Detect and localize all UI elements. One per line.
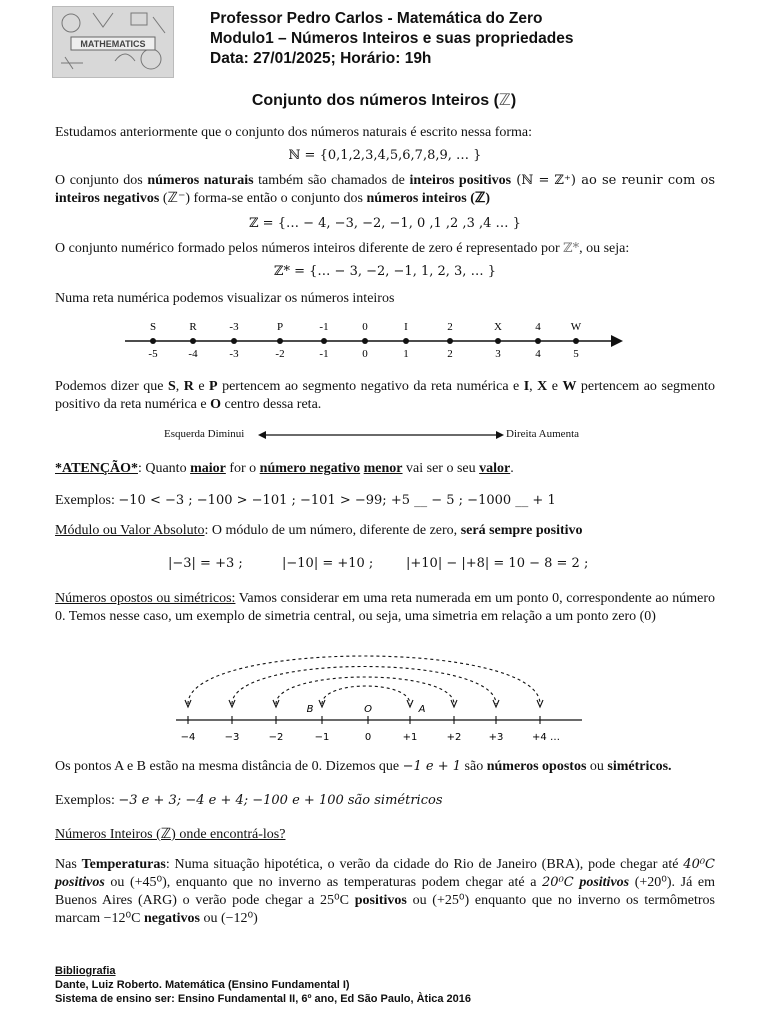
number-line-2-tick-label: +3	[488, 732, 504, 743]
number-line-1-letter: R	[189, 321, 197, 333]
header-line-3: Data: 27/01/2025; Horário: 19h	[210, 50, 432, 67]
number-line-1-letter: -1	[319, 321, 329, 333]
number-line-2-tick-label: −4	[180, 732, 196, 743]
modulo-example-3: |+10| − |+8| = 10 − 8 = 2 ;	[406, 556, 589, 571]
symmetry-arc	[232, 667, 496, 705]
number-line-2-tick-label: 0	[364, 732, 372, 743]
modulo-paragraph: Módulo ou Valor Absoluto: O módulo de um número, diferente de zero, será sempre positivo	[55, 523, 583, 538]
number-line-1-value: -2	[275, 348, 285, 360]
integers-set: ℤ = {… − 4, −3, −2, −1, 0 ,1 ,2 ,3 ,4 … }	[249, 216, 521, 231]
number-line-1-value: 5	[573, 348, 579, 360]
where-heading: Números Inteiros (ℤ) onde encontrá-los?	[55, 827, 286, 842]
number-line-1-point	[535, 338, 541, 344]
number-line-1-letter: 2	[447, 321, 453, 333]
number-line-1-point	[190, 338, 196, 344]
number-line-1-value: -3	[229, 348, 239, 360]
symmetry-arc	[276, 677, 454, 704]
temperatures-paragraph: Nas Temperaturas: Numa situação hipotética, o verão da cidade do Rio de Janeiro (BRA), pode chegar até 40⁰C positivos ou (+45⁰), enquanto que no inverno as temperaturas podem chegar até a 20⁰C positivos (+20⁰). Já em Buenos Aires (ARG) o verão pode chegar a 25⁰C positivos ou (+25⁰) enquanto que no inverno os termômetros marcam −12⁰C negativos ou (−12⁰)	[55, 857, 715, 926]
math-doodle-icon	[53, 7, 173, 77]
number-line-1-value: 4	[535, 348, 541, 360]
page-title: Conjunto dos números Inteiros (ℤ)	[251, 92, 517, 109]
number-line-2-tick-label: +1	[402, 732, 418, 743]
number-line-1-letter: 0	[362, 321, 368, 333]
intro-paragraph-3: O conjunto numérico formado pelos números inteiros diferente de zero é representado por ℤ*, ou seja:	[55, 241, 630, 256]
opostos-paragraph: Números opostos ou simétricos: Vamos considerar em uma reta numerada em um ponto 0, correspondente ao número 0. Temos nesse caso, um exemplo de simetria central, ou seja, uma simetria em relação a um ponto zero (0)	[55, 591, 716, 624]
number-line-1-value: -1	[319, 348, 329, 360]
naturals-set: ℕ = {0,1,2,3,4,5,6,7,8,9, … }	[288, 148, 482, 163]
number-line-1-value: 0	[362, 348, 368, 360]
number-line-1	[110, 316, 630, 362]
number-line-1-letter: W	[570, 321, 582, 333]
modulo-example-1: |−3| = +3 ;	[168, 556, 243, 571]
number-line-1-value: -4	[188, 348, 198, 360]
number-line-1-point	[495, 338, 501, 344]
number-line-1-value: 2	[447, 348, 453, 360]
bibliography-title: Bibliografia	[55, 965, 116, 977]
number-line-1-letter: S	[149, 321, 157, 333]
bibliography-line-1: Dante, Luiz Roberto. Matemática (Ensino Fundamental I)	[55, 979, 350, 991]
logo-image	[52, 6, 174, 78]
symmetry-arc	[322, 686, 410, 704]
direction-right-label: Direita Aumenta	[506, 428, 580, 440]
number-line-1-value: 1	[403, 348, 409, 360]
bibliography-line-2: Sistema de ensino ser: Ensino Fundamental II, 6º ano, Ed São Paulo, Àtica 2016	[55, 993, 472, 1005]
point-b-label: B	[306, 704, 314, 715]
number-line-1-letter: I	[404, 321, 408, 333]
number-line-1-letter: -3	[229, 321, 239, 333]
opposites-paragraph: Os pontos A e B estão na mesma distância de 0. Dizemos que −1 e + 1 são números opostos ou simétricos.	[55, 759, 672, 774]
attention-paragraph: *ATENÇÃO*: Quanto maior for o número negativo menor vai ser o seu valor.	[55, 461, 514, 476]
nonzero-integers-set: ℤ* = {… − 3, −2, −1, 1, 2, 3, … }	[274, 264, 496, 279]
number-line-1-value: -5	[148, 348, 158, 360]
number-line-1-point	[231, 338, 237, 344]
intro-paragraph-4: Numa reta numérica podemos visualizar os números inteiros	[55, 291, 395, 306]
direction-left-label: Esquerda Diminui	[164, 428, 245, 440]
number-line-1-point	[150, 338, 156, 344]
modulo-example-2: |−10| = +10 ;	[282, 556, 374, 571]
number-line-1-point	[362, 338, 368, 344]
number-line-1-point	[321, 338, 327, 344]
intro-paragraph-1: Estudamos anteriormente que o conjunto dos números naturais é escrito nessa forma:	[55, 125, 533, 140]
examples-inequalities: Exemplos: −10 < −3 ; −100 > −101 ; −101 > −99; +5 __ − 5 ; −1000 __ + 1	[55, 493, 556, 508]
direction-double-arrow	[258, 428, 504, 442]
number-line-2-tick-label: +2	[446, 732, 462, 743]
symmetry-arrowhead	[407, 700, 413, 707]
number-line-2-tick-label: −2	[268, 732, 284, 743]
number-line-1-letter: 4	[535, 321, 541, 333]
number-line-1-value: 3	[495, 348, 501, 360]
number-line-2-tick-label: −3	[224, 732, 240, 743]
point-a-label: A	[418, 704, 426, 715]
number-line-2	[170, 648, 590, 748]
number-line-1-point	[277, 338, 283, 344]
number-line-2-tick-label: +4 …	[532, 732, 560, 743]
number-line-1-point	[403, 338, 409, 344]
point-o-label: O	[364, 704, 372, 715]
logo-text: MATHEMATICS	[80, 39, 146, 49]
number-line-1-letter: X	[494, 321, 502, 333]
header-line-2: Modulo1 – Números Inteiros e suas propriedades	[210, 30, 574, 47]
opposites-examples: Exemplos: −3 e + 3; −4 e + 4; −100 e + 100 são simétricos	[55, 793, 443, 808]
symmetry-arc	[188, 656, 540, 704]
header-line-1: Professor Pedro Carlos - Matemática do Zero	[210, 10, 543, 27]
number-line-2-tick-label: −1	[314, 732, 330, 743]
intro-paragraph-2: O conjunto dos números naturais também são chamados de inteiros positivos (ℕ = ℤ⁺) ao se reunir com os inteiros negativos (ℤ⁻) forma-se então o conjunto dos números inteiros (ℤ)	[55, 173, 715, 206]
number-line-1-letter: P	[276, 321, 284, 333]
number-line-1-point	[447, 338, 453, 344]
segments-paragraph: Podemos dizer que S, R e P pertencem ao segmento negativo da reta numérica e I, X e W pertencem ao segmento positivo da reta numérica e O centro dessa reta.	[55, 379, 716, 412]
number-line-1-point	[573, 338, 579, 344]
